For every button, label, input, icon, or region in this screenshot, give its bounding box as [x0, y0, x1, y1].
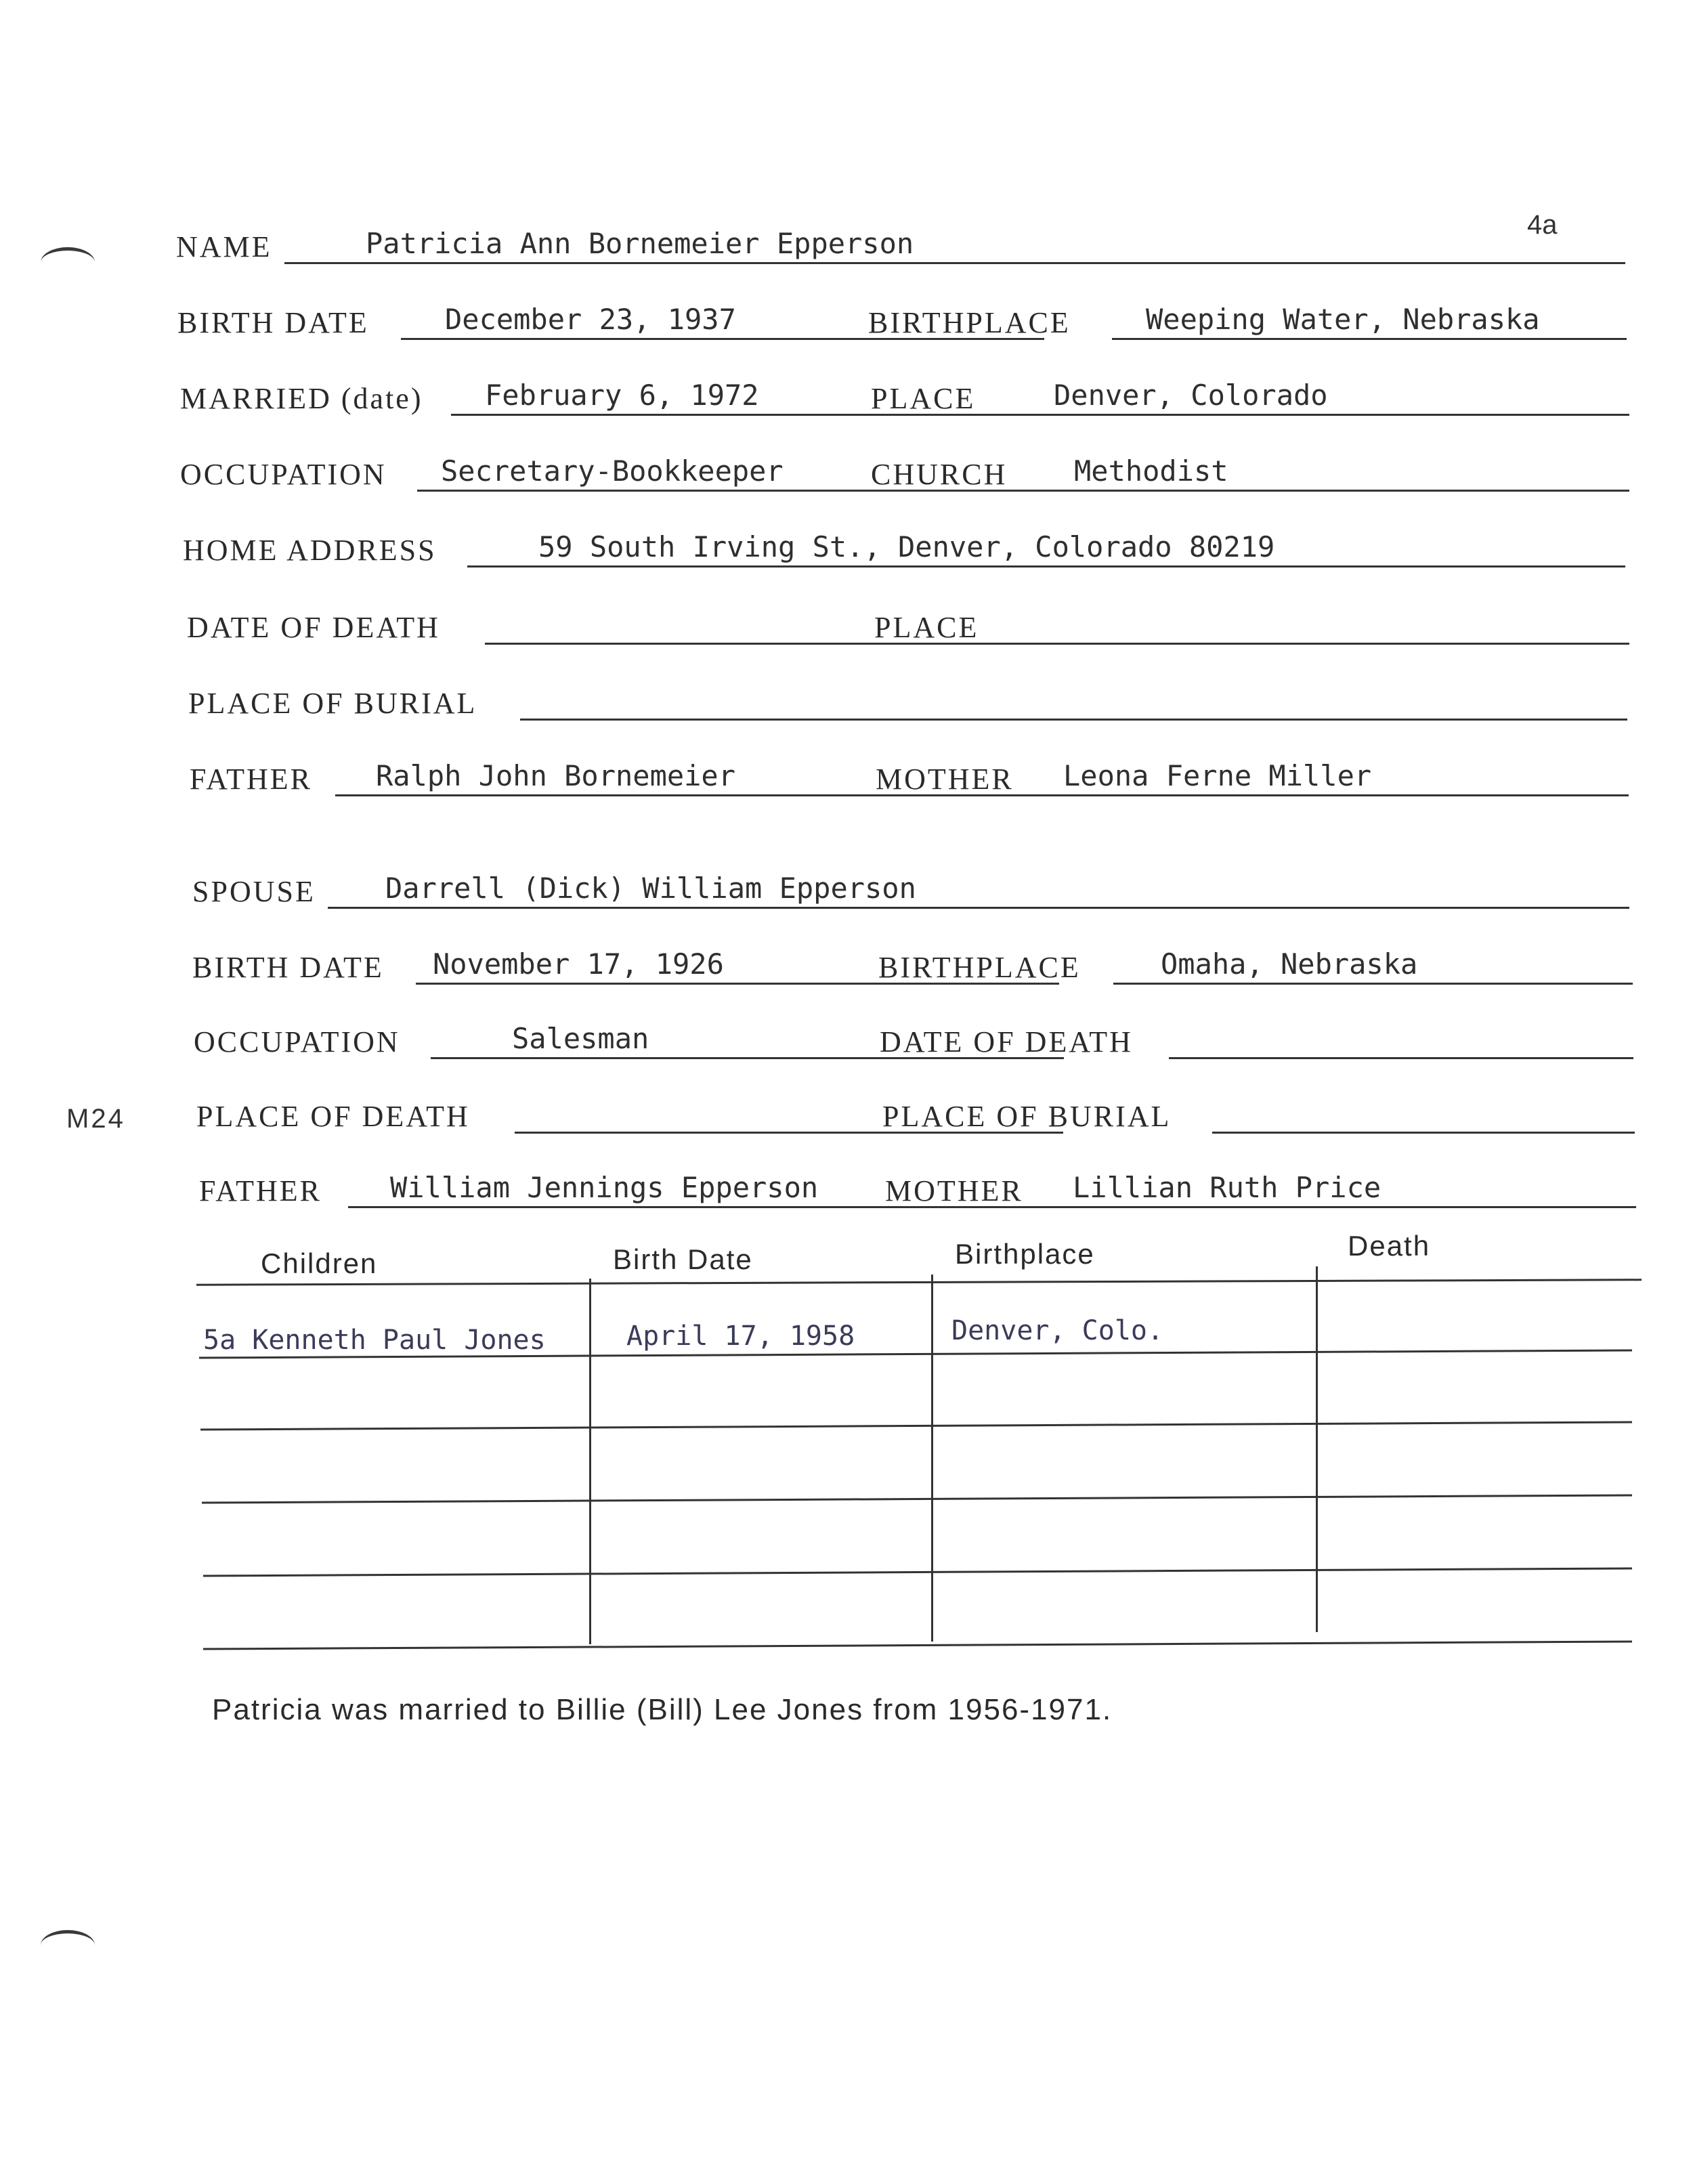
mother-value: Leona Ferne Miller — [1063, 759, 1372, 792]
father-label: FATHER — [190, 763, 312, 796]
spouse-father-label: FATHER — [199, 1174, 322, 1207]
spouse-mother-value: Lillian Ruth Price — [1073, 1171, 1381, 1204]
row-parents — [190, 756, 1629, 796]
spouse-burial-line — [1212, 1132, 1635, 1134]
row-spouse-parents — [199, 1168, 1636, 1208]
row-spouse-birth — [192, 944, 1633, 985]
table-header-rule — [196, 1279, 1642, 1285]
occupation-value: Secretary-Bookkeeper — [441, 454, 784, 488]
row-spouse — [192, 868, 1629, 909]
table-bottom-rule — [203, 1640, 1632, 1650]
death-place-line — [996, 643, 1629, 645]
name-value: Patricia Ann Bornemeier Epperson — [366, 227, 914, 260]
birth-date-label: BIRTH DATE — [177, 306, 369, 339]
married-place-value: Denver, Colorado — [1054, 379, 1328, 412]
married-place-label: PLACE — [871, 382, 976, 415]
spouse-death-line — [1169, 1057, 1633, 1059]
table-row-rule — [202, 1494, 1632, 1503]
row-death — [187, 604, 1629, 645]
church-line — [1020, 490, 1629, 492]
burial-label: PLACE OF BURIAL — [188, 687, 477, 720]
row-address — [183, 527, 1625, 568]
row-spouse-occupation — [194, 1019, 1633, 1059]
father-value: Ralph John Bornemeier — [376, 759, 736, 792]
birth-date-value: December 23, 1937 — [445, 303, 736, 336]
child-name-cell: 5a Kenneth Paul Jones — [203, 1325, 546, 1356]
spouse-burial-label: PLACE OF BURIAL — [882, 1100, 1172, 1133]
row-spouse-death-burial — [196, 1093, 1635, 1134]
child-birthplace-cell: Denver, Colo. — [951, 1315, 1164, 1346]
row-married — [180, 375, 1629, 416]
row-occupation — [180, 451, 1629, 492]
table-row-rule — [203, 1567, 1632, 1577]
table-column-divider — [589, 1279, 591, 1644]
church-label: CHURCH — [871, 458, 1008, 491]
table-row-rule — [200, 1421, 1632, 1430]
child-birth-date-cell: April 17, 1958 — [626, 1321, 855, 1352]
spouse-value: Darrell (Dick) William Epperson — [385, 872, 916, 905]
spouse-birthplace-line — [1113, 983, 1633, 985]
spouse-occupation-value: Salesman — [512, 1022, 649, 1055]
page-number: 4a — [1527, 210, 1558, 240]
row-name — [176, 223, 1625, 264]
birthplace-value: Weeping Water, Nebraska — [1146, 303, 1540, 336]
address-line — [467, 565, 1625, 568]
married-place-line — [993, 414, 1629, 416]
margin-code: M24 — [66, 1104, 125, 1134]
occupation-label: OCCUPATION — [180, 458, 387, 491]
birthplace-label: BIRTHPLACE — [868, 306, 1071, 339]
spouse-occupation-label: OCCUPATION — [194, 1025, 400, 1058]
spouse-birthplace-value: Omaha, Nebraska — [1161, 947, 1418, 981]
death-header: Death — [1348, 1230, 1431, 1262]
spouse-death-label: DATE OF DEATH — [880, 1025, 1133, 1058]
mother-label: MOTHER — [876, 763, 1014, 796]
name-label: NAME — [176, 230, 272, 263]
birth-date-header: Birth Date — [613, 1243, 753, 1275]
binder-hole-bottom — [41, 1930, 95, 1961]
row-birth — [177, 299, 1627, 340]
binder-hole-top — [41, 247, 95, 278]
married-value: February 6, 1972 — [485, 379, 759, 412]
spouse-label: SPOUSE — [192, 875, 316, 908]
table-column-divider — [1316, 1266, 1318, 1632]
death-place-label: PLACE — [874, 611, 979, 644]
death-label: DATE OF DEATH — [187, 611, 440, 644]
children-header: Children — [261, 1247, 378, 1279]
church-value: Methodist — [1074, 454, 1228, 488]
mother-line — [1029, 794, 1629, 796]
spouse-birthplace-label: BIRTHPLACE — [878, 951, 1081, 984]
burial-line — [520, 719, 1627, 721]
spouse-father-value: William Jennings Epperson — [390, 1171, 819, 1204]
married-label: MARRIED (date) — [180, 382, 423, 415]
address-label: HOME ADDRESS — [183, 534, 437, 567]
spouse-mother-line — [1039, 1206, 1636, 1208]
spouse-line — [328, 907, 1629, 909]
name-line — [284, 262, 1625, 264]
marriage-note: Patricia was married to Billie (Bill) Lee Jones from 1956-1971. — [212, 1693, 1113, 1726]
spouse-mother-label: MOTHER — [885, 1174, 1023, 1207]
birthplace-header: Birthplace — [955, 1238, 1095, 1270]
row-burial — [188, 680, 1627, 721]
spouse-death-place-label: PLACE OF DEATH — [196, 1100, 470, 1133]
spouse-birth-date-label: BIRTH DATE — [192, 951, 384, 984]
address-value: 59 South Irving St., Denver, Colorado 80219 — [538, 530, 1275, 563]
spouse-birth-date-value: November 17, 1926 — [433, 947, 724, 981]
table-column-divider — [931, 1275, 933, 1642]
birthplace-line — [1112, 338, 1627, 340]
